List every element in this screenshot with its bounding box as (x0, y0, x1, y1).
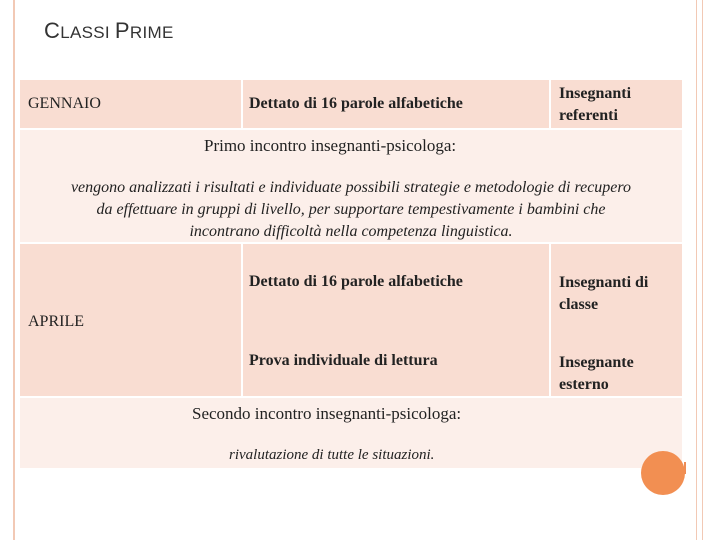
aprile-activity2-label: Prova individuale di lettura (249, 352, 438, 369)
meeting2-heading: Secondo incontro insegnanti-psicologa: (192, 404, 462, 423)
aprile-teachers2-line1: Insegnante (559, 354, 634, 371)
meeting2-note: rivalutazione di tutte le situazioni. (229, 447, 435, 463)
decorative-circle (641, 451, 685, 495)
meeting1-line1: vengono analizzati i risultati e individuate possibili strategie e metodologie di recupero (70, 179, 632, 196)
aprile-activity-cell (243, 244, 549, 396)
left-border-line (13, 0, 15, 540)
slide-title: CLASSI PRIME (44, 18, 174, 43)
aprile-teachers1-line1: Insegnanti di (559, 274, 649, 291)
aprile-teachers1-line2: classe (559, 296, 599, 313)
gennaio-activity-label: Dettato di 16 parole alfabetiche (249, 95, 463, 112)
aprile-teachers2-line2: esterno (559, 376, 609, 393)
gennaio-month-label: GENNAIO (28, 95, 101, 112)
aprile-month-label: APRILE (28, 313, 84, 330)
gennaio-teachers-cell (551, 80, 682, 128)
meeting1-heading: Primo incontro insegnanti-psicologa: (204, 136, 457, 155)
right-border-line-2 (702, 0, 703, 540)
aprile-activity1-label: Dettato di 16 parole alfabetiche (249, 273, 463, 290)
aprile-teachers-cell (551, 244, 682, 396)
gennaio-month-cell (20, 80, 241, 128)
meeting1-line2: da effettuare in gruppi di livello, per supportare tempestivamente i bambini che (96, 201, 606, 218)
meeting2-cell (20, 398, 682, 468)
aprile-month-cell (20, 244, 241, 396)
meeting1-line3: incontrano difficoltà nella competenza linguistica. (189, 223, 513, 240)
gennaio-activity-cell (243, 80, 549, 128)
right-border-line (696, 0, 697, 540)
gennaio-teachers-line1: Insegnanti (559, 85, 632, 102)
meeting1-cell (20, 130, 682, 242)
gennaio-teachers-line2: referenti (559, 107, 618, 124)
